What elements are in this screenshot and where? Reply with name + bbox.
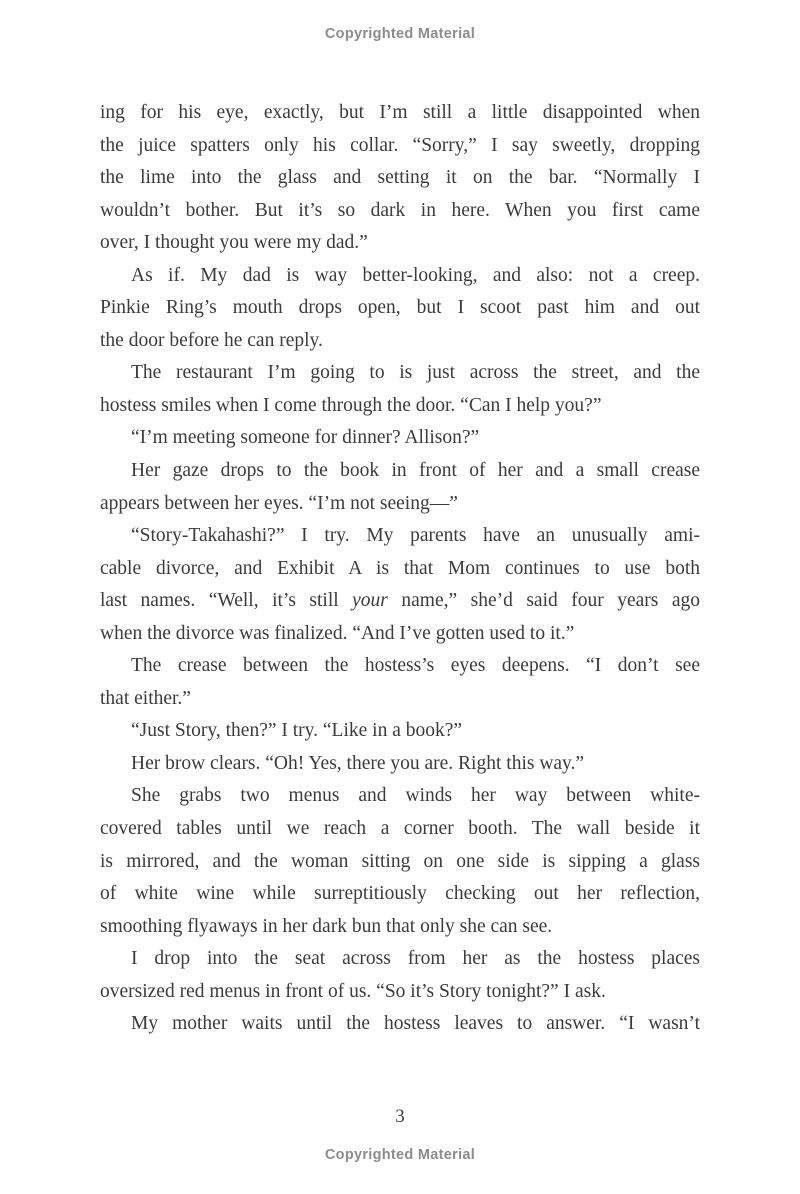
text-line: As if. My dad is way better-looking, and also: not a creep. — [131, 264, 700, 286]
text-block — [100, 97, 700, 1041]
text-line: cable divorce, and Exhibit A is that Mom continues to use both — [100, 557, 700, 579]
text-line: The crease between the hostess’s eyes deepens. “I don’t see — [131, 655, 700, 677]
text-line: The restaurant I’m going to is just across the street, and the — [131, 362, 700, 384]
text-line: ing for his eye, exactly, but I’m still a little disappointed when — [100, 102, 700, 123]
text-line: the door before he can reply. — [100, 329, 323, 351]
text-line: the lime into the glass and setting it on the bar. “Normally I — [100, 167, 700, 189]
text-line: that either.” — [100, 687, 191, 709]
text-line: last names. “Well, it’s still your name,” she’d said four years ago — [100, 590, 700, 612]
text-line: of white wine while surreptitiously checking out her reflection, — [100, 883, 700, 905]
text-line: “I’m meeting someone for dinner? Allison?” — [131, 427, 480, 449]
text-line: appears between her eyes. “I’m not seeing—” — [100, 492, 458, 514]
text-line: I drop into the seat across from her as the hostess places — [131, 948, 700, 970]
text-line: “Just Story, then?” I try. “Like in a book?” — [131, 720, 463, 742]
text-line: She grabs two menus and winds her way between white- — [131, 785, 700, 807]
copyright-notice-top: Copyrighted Material — [324, 26, 476, 42]
text-line: My mother waits until the hostess leaves to answer. “I wasn’t — [131, 1013, 700, 1035]
text-line: oversized red menus in front of us. “So it’s Story tonight?” I ask. — [100, 980, 606, 1002]
copyright-notice-bottom: Copyrighted Material — [324, 1147, 476, 1163]
text-line: when the divorce was finalized. “And I’ve gotten used to it.” — [100, 622, 575, 644]
text-line: “Story-Takahashi?” I try. My parents have an unusually ami- — [131, 525, 700, 547]
text-line: is mirrored, and the woman sitting on one side is sipping a glass — [100, 850, 700, 872]
text-line: Her gaze drops to the book in front of her and a small crease — [131, 460, 700, 482]
text-line: over, I thought you were my dad.” — [100, 232, 368, 254]
text-line: Pinkie Ring’s mouth drops open, but I scoot past him and out — [100, 297, 700, 319]
text-line: wouldn’t bother. But it’s so dark in here. When you first came — [100, 199, 700, 221]
text-line: smoothing flyaways in her dark bun that only she can see. — [100, 915, 553, 937]
text-line: hostess smiles when I come through the door. “Can I help you?” — [100, 394, 602, 416]
text-line: the juice spatters only his collar. “Sorry,” I say sweetly, dropping — [100, 134, 700, 156]
text-line: covered tables until we reach a corner booth. The wall beside it — [100, 818, 700, 840]
page-number: 3 — [395, 1106, 405, 1127]
text-line: Her brow clears. “Oh! Yes, there you are. Right this way.” — [131, 752, 585, 774]
